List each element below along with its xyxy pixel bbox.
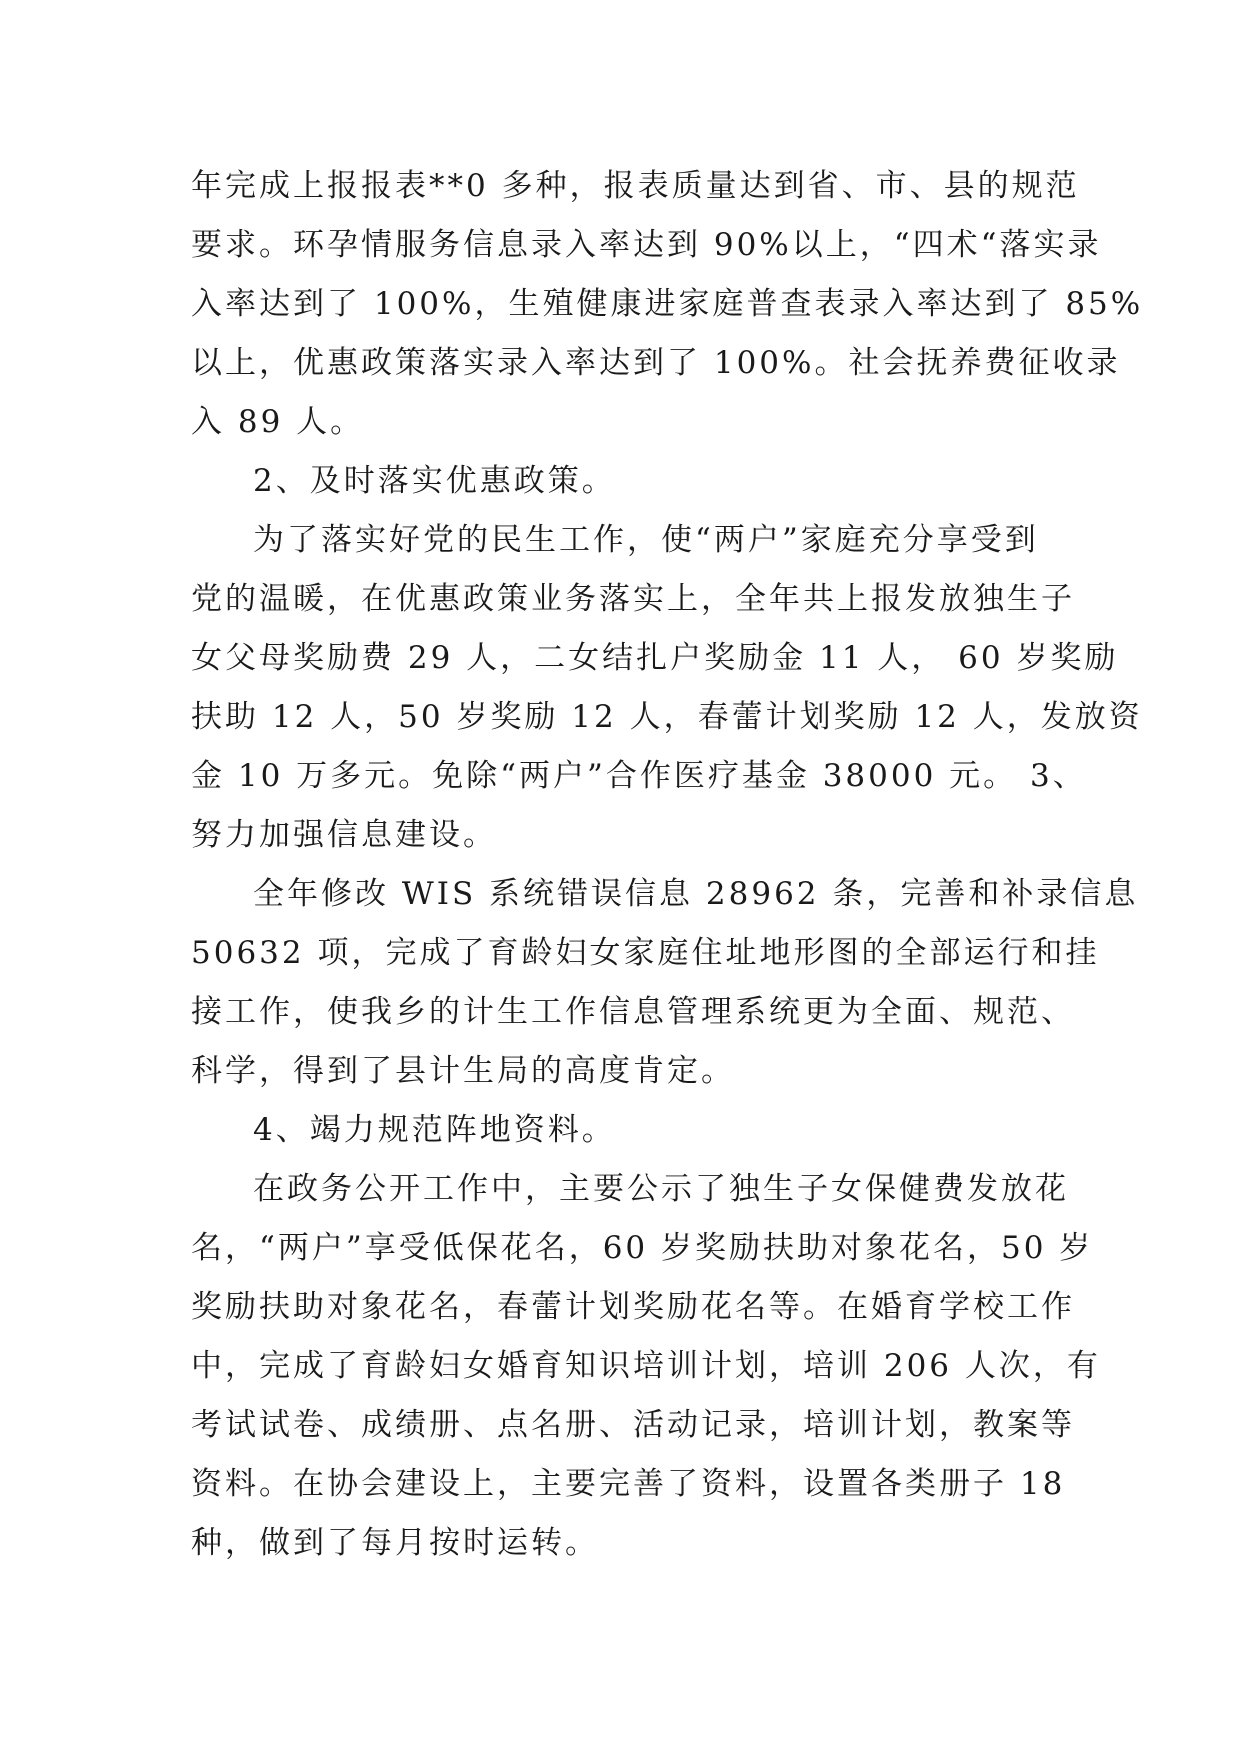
text-line: 接工作，使我乡的计生工作信息管理系统更为全面、规范、	[191, 994, 1075, 1030]
text-line: 奖励扶助对象花名，春蕾计划奖励花名等。在婚育学校工作	[191, 1289, 1075, 1325]
text-line: 种，做到了每月按时运转。	[191, 1525, 599, 1561]
section-heading-2: 2、及时落实优惠政策。	[253, 463, 616, 499]
body-text	[191, 157, 1144, 1573]
text-line: 名，“两户”享受低保花名，60 岁奖励扶助对象花名，50 岁	[191, 1230, 1094, 1266]
text-line: 全年修改 WIS 系统错误信息 28962 条，完善和补录信息	[253, 876, 1139, 912]
text-line: 考试试卷、成绩册、点名册、活动记录，培训计划，教案等	[191, 1407, 1075, 1443]
text-line: 中，完成了育龄妇女婚育知识培训计划，培训 206 人次，有	[191, 1348, 1101, 1384]
text-line: 科学，得到了县计生局的高度肯定。	[191, 1053, 735, 1089]
text-line: 以上，优惠政策落实录入率达到了 100%。社会抚养费征收录	[191, 345, 1121, 381]
text-line: 在政务公开工作中，主要公示了独生子女保健费发放花	[253, 1171, 1069, 1207]
text-line: 扶助 12 人，50 岁奖励 12 人，春蕾计划奖励 12 人，发放资	[191, 699, 1143, 735]
section-heading-3: 努力加强信息建设。	[191, 817, 497, 853]
text-line: 年完成上报报表**0 多种，报表质量达到省、市、县的规范	[191, 168, 1080, 204]
text-line: 入 89 人。	[191, 404, 365, 440]
section-heading-4: 4、竭力规范阵地资料。	[253, 1112, 616, 1148]
text-line: 要求。环孕情服务信息录入率达到 90%以上，“四术“落实录	[191, 227, 1102, 263]
text-line: 资料。在协会建设上，主要完善了资料，设置各类册子 18	[191, 1466, 1066, 1502]
text-line: 党的温暖，在优惠政策业务落实上，全年共上报发放独生子	[191, 581, 1075, 617]
text-line: 50632 项，完成了育龄妇女家庭住址地形图的全部运行和挂	[191, 935, 1100, 971]
text-line: 为了落实好党的民生工作，使“两户”家庭充分享受到	[253, 522, 1039, 558]
text-line: 入率达到了 100%，生殖健康进家庭普查表录入率达到了 85%	[191, 286, 1144, 322]
text-line: 金 10 万多元。免除“两户”合作医疗基金 38000 元。 3、	[191, 758, 1087, 794]
text-line: 女父母奖励费 29 人，二女结扎户奖励金 11 人， 60 岁奖励	[191, 640, 1119, 676]
